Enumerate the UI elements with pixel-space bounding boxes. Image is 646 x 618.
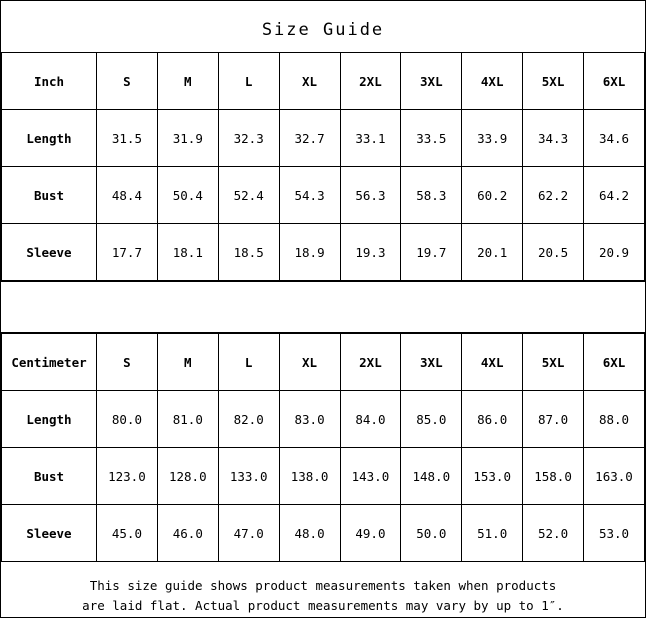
size-header-3xl: 3XL [401,53,462,110]
cell-value: 31.5 [97,110,158,167]
cell-value: 20.9 [584,224,645,281]
inch-table-wrapper [1,52,645,281]
size-header-xl: XL [279,53,340,110]
size-header-s: S [97,334,158,391]
size-header-l: L [218,334,279,391]
size-header-4xl: 4XL [462,53,523,110]
measure-label-length: Length [2,391,97,448]
centimeter-table-wrapper [1,333,645,562]
size-header-l: L [218,53,279,110]
cell-value: 45.0 [97,505,158,562]
cell-value: 56.3 [340,167,401,224]
cell-value: 51.0 [462,505,523,562]
measure-label-sleeve: Sleeve [2,224,97,281]
footer-note [1,562,645,616]
cell-value: 53.0 [584,505,645,562]
size-header-2xl: 2XL [340,53,401,110]
cell-value: 82.0 [218,391,279,448]
table-row [2,391,645,448]
cell-value: 158.0 [523,448,584,505]
measure-label-bust: Bust [2,167,97,224]
cell-value: 83.0 [279,391,340,448]
size-header-4xl: 4XL [462,334,523,391]
measure-label-length: Length [2,110,97,167]
table-row [2,110,645,167]
cell-value: 18.9 [279,224,340,281]
unit-label-inch: Inch [2,53,97,110]
cell-value: 128.0 [157,448,218,505]
cell-value: 84.0 [340,391,401,448]
table-header-row [2,334,645,391]
cell-value: 80.0 [97,391,158,448]
table-row [2,167,645,224]
cell-value: 20.1 [462,224,523,281]
measure-label-bust: Bust [2,448,97,505]
cell-value: 60.2 [462,167,523,224]
cell-value: 18.5 [218,224,279,281]
cell-value: 62.2 [523,167,584,224]
cell-value: 34.3 [523,110,584,167]
cell-value: 54.3 [279,167,340,224]
page-title: Size Guide [261,20,385,40]
cell-value: 47.0 [218,505,279,562]
centimeter-size-table [1,333,645,562]
measure-label-sleeve: Sleeve [2,505,97,562]
cell-value: 85.0 [401,391,462,448]
cell-value: 49.0 [340,505,401,562]
size-header-6xl: 6XL [584,334,645,391]
cell-value: 87.0 [523,391,584,448]
cell-value: 50.4 [157,167,218,224]
cell-value: 33.9 [462,110,523,167]
cell-value: 48.4 [97,167,158,224]
table-separator [1,281,645,333]
cell-value: 19.3 [340,224,401,281]
inch-size-table [1,52,645,281]
size-header-s: S [97,53,158,110]
cell-value: 64.2 [584,167,645,224]
cell-value: 32.7 [279,110,340,167]
size-header-m: M [157,53,218,110]
table-row [2,448,645,505]
cell-value: 18.1 [157,224,218,281]
cell-value: 143.0 [340,448,401,505]
cell-value: 34.6 [584,110,645,167]
size-header-xl: XL [279,334,340,391]
cell-value: 32.3 [218,110,279,167]
cell-value: 88.0 [584,391,645,448]
cell-value: 31.9 [157,110,218,167]
cell-value: 33.5 [401,110,462,167]
cell-value: 46.0 [157,505,218,562]
unit-label-centimeter: Centimeter [2,334,97,391]
size-header-3xl: 3XL [401,334,462,391]
size-header-m: M [157,334,218,391]
cell-value: 148.0 [401,448,462,505]
cell-value: 48.0 [279,505,340,562]
size-header-5xl: 5XL [523,53,584,110]
cell-value: 58.3 [401,167,462,224]
cell-value: 20.5 [523,224,584,281]
footer-line-2: are laid flat. Actual product measurements may vary by up to 1″. [82,598,564,613]
footer-line-1: This size guide shows product measurements taken when products [89,578,557,593]
cell-value: 19.7 [401,224,462,281]
table-row [2,505,645,562]
cell-value: 86.0 [462,391,523,448]
cell-value: 163.0 [584,448,645,505]
table-row [2,224,645,281]
cell-value: 133.0 [218,448,279,505]
table-header-row [2,53,645,110]
size-header-6xl: 6XL [584,53,645,110]
cell-value: 50.0 [401,505,462,562]
cell-value: 33.1 [340,110,401,167]
cell-value: 138.0 [279,448,340,505]
cell-value: 52.4 [218,167,279,224]
cell-value: 81.0 [157,391,218,448]
cell-value: 153.0 [462,448,523,505]
cell-value: 17.7 [97,224,158,281]
size-header-5xl: 5XL [523,334,584,391]
cell-value: 52.0 [523,505,584,562]
cell-value: 123.0 [97,448,158,505]
size-header-2xl: 2XL [340,334,401,391]
